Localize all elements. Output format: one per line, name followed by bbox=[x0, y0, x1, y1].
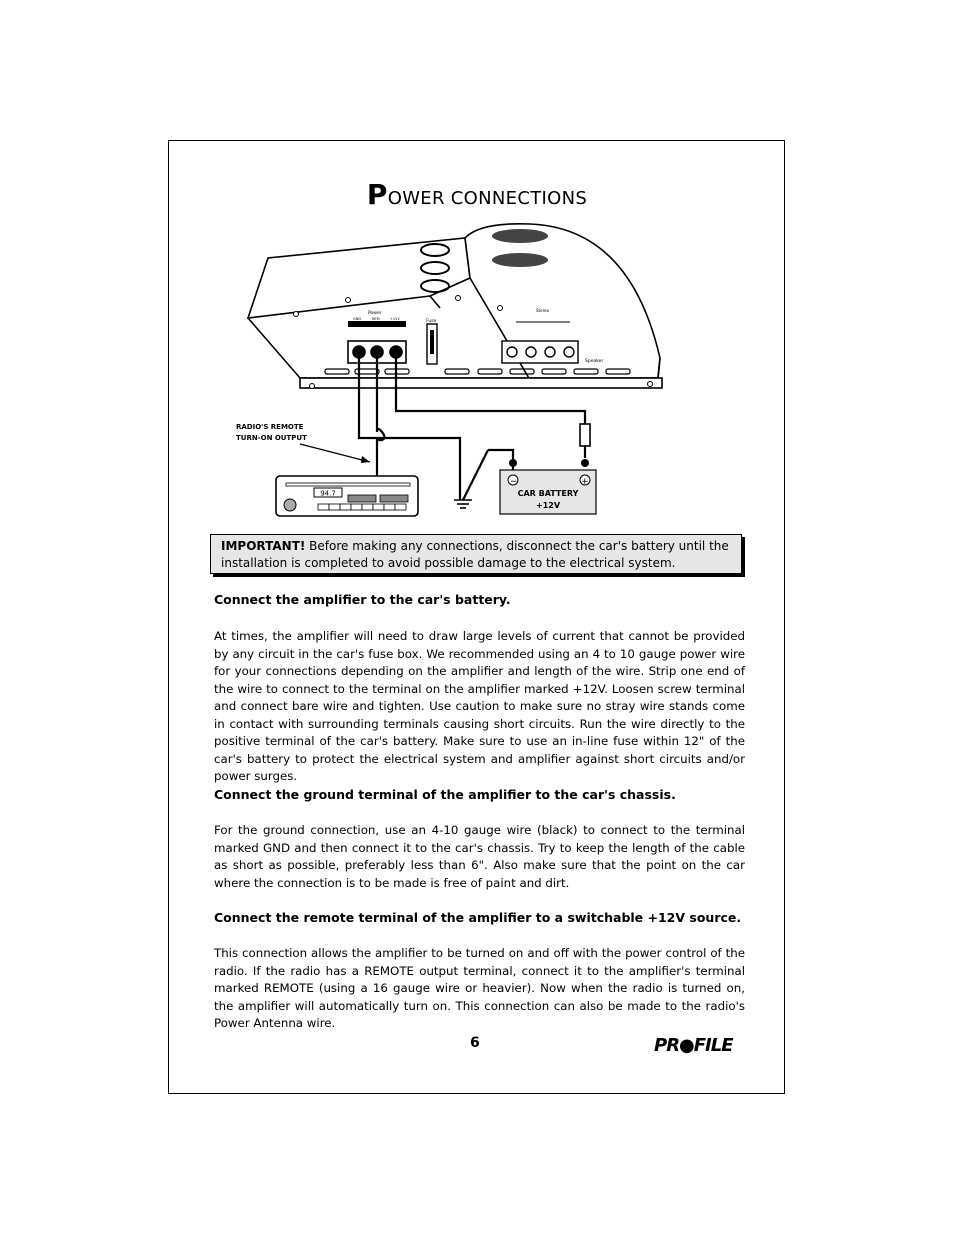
radio-display: 94.7 bbox=[320, 489, 336, 498]
page-number: 6 bbox=[470, 1035, 480, 1051]
page-title: POWER CONNECTIONS bbox=[366, 178, 588, 211]
section-body-battery: At times, the amplifier will need to draw large levels of current that cannot be provided by any circuit in the car's fuse box. We recommended using an 4 to 10 gauge power wire for your connections depending on the amplifier and length of the wire. Strip one end of the wire to connect to the terminal on the amplifier marked +12V. Loosen screw terminal and connect bare wire and tighten. Use caution to make sure no stray wire stands come in contact with surrounding terminals causing short circuits. Run the wire directly to the positive terminal of the car's battery. Make sure to use an in-line fuse within 12" of the car's battery to protect the electrical system and amplifier against short circuits and/or power surges. bbox=[214, 629, 745, 783]
radio-remote-label-2: TURN-ON OUTPUT bbox=[236, 434, 307, 442]
radio-remote-label: RADIO'S REMOTE bbox=[236, 423, 304, 431]
grille-icon bbox=[492, 229, 548, 243]
speaker-label: Speaker bbox=[585, 359, 604, 364]
battery-plus-icon: + bbox=[581, 477, 589, 487]
section-heading-remote: Connect the remote terminal of the amplifier to a switchable +12V source. bbox=[214, 910, 742, 925]
important-notice bbox=[210, 534, 742, 574]
rem-label: REM bbox=[372, 317, 380, 321]
inline-fuse-icon bbox=[580, 424, 590, 446]
12v-label: +12V bbox=[390, 317, 400, 321]
gnd-label: GND bbox=[353, 317, 362, 321]
car-battery bbox=[500, 459, 596, 514]
car-radio bbox=[276, 476, 418, 516]
section-heading-battery: Connect the amplifier to the car's battery. bbox=[214, 592, 511, 607]
power-label: Power bbox=[368, 311, 382, 316]
battery-label: CAR BATTERY bbox=[517, 489, 579, 498]
power-connection-diagram bbox=[230, 218, 670, 523]
grille-icon bbox=[492, 253, 548, 267]
ground-icon bbox=[454, 500, 472, 508]
speaker-terminal-block bbox=[502, 341, 578, 363]
section-body-remote: This connection allows the amplifier to be turned on and off with the power control of the radio. If the radio has a REMOTE output terminal, connect it to the amplifier's terminal marked REMOTE (using a 16 gauge wire or heavier). Now when the radio is turned on, the amplifier will automatically turn on. This connection can also be made to the radio's Power Antenna wire. bbox=[214, 946, 745, 1030]
section-body-ground: For the ground connection, use an 4-10 gauge wire (black) to connect to the terminal marked GND and then connect it to the car's chassis. Try to keep the length of the cable as short as possible, preferably less than 6". Also make sure that the point on the car where the connection is to be made is free of paint and dirt. bbox=[214, 823, 745, 890]
important-text: Before making any connections, disconnect the car's battery until the installation is completed to avoid possible damage to the electrical system. bbox=[221, 539, 729, 570]
battery-minus-icon: − bbox=[510, 477, 518, 487]
stereo-label: Stereo bbox=[536, 308, 550, 313]
profile-logo bbox=[654, 1034, 746, 1056]
svg-text:PR●FILE: PR●FILE bbox=[654, 1035, 733, 1056]
fuse-label: Fuse bbox=[426, 319, 437, 324]
important-label: IMPORTANT! bbox=[221, 539, 306, 553]
section-heading-ground: Connect the ground terminal of the amplifier to the car's chassis. bbox=[214, 787, 676, 802]
battery-voltage-label: +12V bbox=[535, 501, 561, 510]
